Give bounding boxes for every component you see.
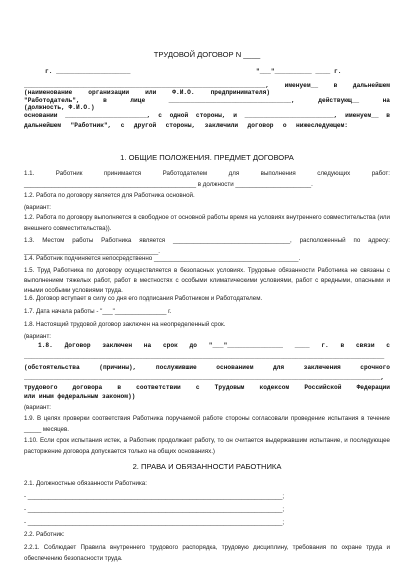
preamble-line-4: дальнейшем "Работник", с другой стороны, заключили договор о нижеследующем:: [24, 122, 348, 129]
clause-1-2: 1.2. Работа по договору является для Работника основной.: [24, 192, 195, 199]
clause-1-6: 1.6. Договор вступает в силу со дня его подписания Работником и Работодателем.: [24, 295, 263, 302]
section-1-heading: 1. ОБЩИЕ ПОЛОЖЕНИЯ. ПРЕДМЕТ ДОГОВОРА: [120, 153, 294, 162]
preamble-line-1: _________________________________________________________________, именуем__ в дальнейшем: [24, 82, 390, 89]
clause-1-10: 1.10. Если срок испытания истек, а Работник продолжает работу, то он считается выдержавшим испытание, и последующее расторжение договора допускается только на общих основаниях.): [24, 437, 390, 455]
preamble-note-2: (должность, Ф.И.О.): [24, 104, 95, 111]
clause-1-7: 1.7. Дата начала работы - "___"_______________ г.: [24, 308, 172, 315]
preamble-line-2: "Работодатель", в лице _________________________________, действующ__ на: [24, 97, 390, 104]
blank-line: ________________________________________________________________________________________________,: [24, 374, 385, 381]
clause-1-3: 1.3. Местом работы Работника является __________________________________, расположенный по адресу: _______________________________________.: [24, 237, 390, 255]
section-2-heading: 2. ПРАВА И ОБЯЗАННОСТИ РАБОТНИКА: [132, 462, 282, 471]
clause-2-2: 2.2. Работник:: [24, 531, 65, 538]
clause-1-8-alternative-line: трудового договора в соответствии с Трудовым кодексом Российской Федерации: [24, 384, 390, 391]
clause-1-4: 1.4. Работник подчиняется непосредственно __________________________________________.: [24, 255, 301, 262]
clause-1-5: 1.5. Труд Работника по договору осуществляется в безопасных условиях. Трудовые обязанности Работника не связаны с выполнением тяжелых работ, работ в местностях с особыми климатическими условиями, работ с вредными, опасными и иными особыми условиями труда.: [24, 267, 390, 294]
clause-1-8-alternative-line: 1.8. Договор заключен на срок до "___"_______________ ____ г. в связи с: [38, 342, 390, 349]
clause-1-2-alternative: 1.2. Работа по договору выполняется в свободное от основной работы время на условиях внутреннего совместительства (или внешнего совместительства)).: [24, 214, 390, 232]
clause-1-1: 1.1. Работник принимается Работодателем для выполнения следующих работ: __________________________________________________ в должности ______________________.: [24, 170, 390, 188]
blank-line: _________________________________________________________________________________________________: [24, 353, 385, 360]
variant-label: (вариант:: [24, 204, 52, 211]
clause-1-8-alternative-line: (обстоятельства (причины), послужившие основанием для заключения срочного: [24, 364, 390, 371]
variant-label: (вариант:: [24, 333, 52, 340]
clause-1-8: 1.8. Настоящий трудовой договор заключен на неопределенный срок.: [24, 321, 226, 328]
clause-1-8-alternative-line: или иным федеральным законом)): [24, 393, 136, 400]
duty-line: - __________________________________________________________________________;: [24, 506, 285, 513]
preamble-line-3: основании ______________________, с одной стороны, и ________________________, именуем__ в: [24, 112, 390, 119]
contract-date: "___"__________ ____ г.: [256, 68, 342, 75]
clause-1-9: 1.9. В целях проверки соответствия Работника поручаемой работе стороны согласовали проведение испытания в течение _____ месяцев.: [24, 415, 390, 433]
contract-place: г. ____________________: [45, 68, 131, 75]
duty-line: - __________________________________________________________________________;: [24, 519, 285, 526]
clause-2-2-1: 2.2.1. Соблюдает Правила внутреннего трудового распорядка, трудовую дисциплину, требования по охране труда и обеспечению безопасности труда.: [24, 544, 390, 562]
preamble-note-1: (наименование организации или Ф.И.О. предпринимателя): [24, 89, 270, 96]
clause-2-1: 2.1. Должностные обязанности Работника:: [24, 480, 147, 487]
variant-label: (вариант:: [24, 404, 52, 411]
document-title: ТРУДОВОЙ ДОГОВОР N ____: [153, 50, 261, 59]
duty-line: - __________________________________________________________________________;: [24, 493, 285, 500]
